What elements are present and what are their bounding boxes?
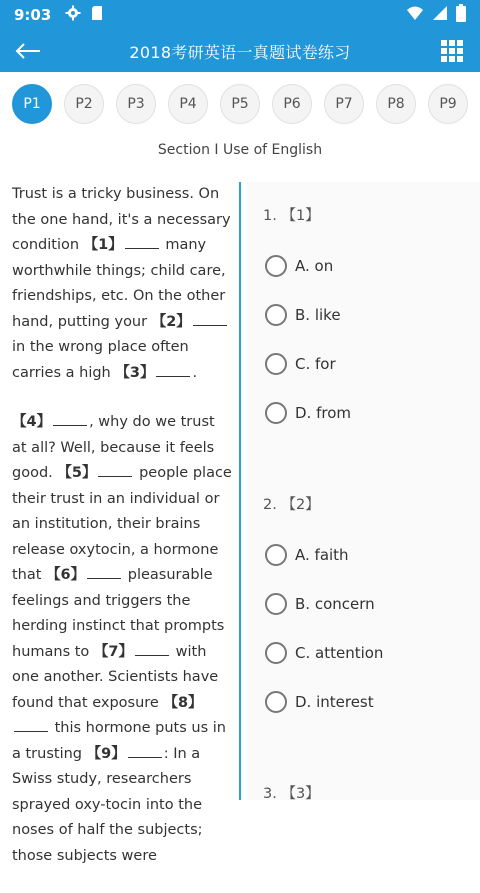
- page-tab-p2[interactable]: P2: [64, 84, 104, 124]
- grid-icon: [441, 40, 463, 62]
- option-label: C. attention: [295, 644, 384, 662]
- page-tab-p7[interactable]: P7: [324, 84, 364, 124]
- option-2a[interactable]: [265, 540, 349, 570]
- blank-line: [135, 642, 169, 656]
- page-tabs: [0, 72, 480, 136]
- passage-text: with one another. Scientists have found that exposure: [12, 643, 219, 711]
- wifi-icon: [406, 5, 424, 25]
- question-header: [263, 782, 320, 803]
- passage-text: in the wrong place often carries a high: [12, 339, 189, 381]
- question-number: 2.: [263, 497, 277, 513]
- radio-button[interactable]: [265, 593, 287, 615]
- blank-line: [87, 565, 121, 579]
- question-header: [263, 493, 320, 514]
- status-bar: [0, 0, 480, 30]
- question-tag: 【1】: [281, 208, 320, 224]
- radio-button[interactable]: [265, 353, 287, 375]
- question-tag: 【3】: [281, 786, 320, 802]
- option-1a[interactable]: [265, 251, 333, 281]
- question-number: 1.: [263, 208, 277, 224]
- sd-card-icon: [91, 5, 103, 25]
- option-label: A. faith: [295, 546, 349, 564]
- app-bar: [0, 30, 480, 72]
- blank-marker-9[interactable]: 【9】: [86, 745, 126, 762]
- blank-marker-7[interactable]: 【7】: [93, 643, 134, 660]
- passage-paragraph: [12, 182, 232, 386]
- radio-button[interactable]: [265, 691, 287, 713]
- radio-button[interactable]: [265, 304, 287, 326]
- section-title: Section I Use of English: [157, 142, 323, 158]
- passage-text: : In a Swiss study, researchers sprayed oxy-tocin into the noses of half the subjects; those subjects were: [12, 745, 203, 864]
- passage-paragraph: [12, 410, 232, 869]
- option-2b[interactable]: [265, 589, 375, 619]
- page-tab-p4[interactable]: P4: [168, 84, 208, 124]
- passage-text: , why do we trust at all? Well, because it feels good.: [12, 414, 215, 481]
- split-divider[interactable]: [239, 182, 241, 800]
- battery-icon: [456, 4, 466, 26]
- question-number: 3.: [263, 786, 277, 802]
- passage-text: Trust is a tricky business. On the one hand, it's a necessary condition: [12, 186, 231, 253]
- option-label: C. for: [295, 355, 336, 373]
- blank-line: [125, 235, 159, 249]
- signal-icon: [432, 5, 448, 25]
- option-label: B. concern: [295, 595, 375, 613]
- option-label: D. interest: [295, 693, 374, 711]
- status-time: 9:03: [14, 6, 52, 24]
- passage-text: this hormone puts us in a trusting: [12, 720, 226, 762]
- blank-line: [98, 463, 132, 477]
- page-tab-p5[interactable]: P5: [220, 84, 260, 124]
- arrow-left-icon: [15, 43, 41, 59]
- blank-marker-6[interactable]: 【6】: [46, 567, 86, 583]
- option-1d[interactable]: [265, 398, 351, 428]
- passage-text: pleasurable feelings and triggers the herding instinct that prompts humans to: [12, 567, 225, 660]
- option-2c[interactable]: [265, 638, 383, 668]
- page-title: 2018考研英语一真题试卷练习: [129, 42, 351, 62]
- blank-marker-5[interactable]: 【5】: [57, 465, 97, 481]
- blank-marker-2[interactable]: 【2】: [151, 313, 191, 330]
- radio-button[interactable]: [265, 642, 287, 664]
- option-2d[interactable]: [265, 687, 374, 717]
- question-tag: 【2】: [281, 497, 320, 513]
- blank-marker-8[interactable]: 【8】: [163, 694, 203, 711]
- option-label: A. on: [295, 257, 334, 275]
- blank-line: [193, 312, 227, 326]
- page-tab-p8[interactable]: P8: [376, 84, 416, 124]
- passage: [12, 182, 232, 893]
- gear-icon: [65, 5, 81, 25]
- blank-line: [156, 363, 190, 377]
- radio-button[interactable]: [265, 544, 287, 566]
- page-tab-p1[interactable]: P1: [12, 84, 52, 124]
- option-1b[interactable]: [265, 300, 341, 330]
- passage-text: people place their trust in an individual or an institution, their brains release oxytocin, a hormone that: [12, 465, 232, 583]
- grid-menu-button[interactable]: [424, 30, 480, 72]
- blank-line: [53, 412, 87, 426]
- option-1c[interactable]: [265, 349, 336, 379]
- blank-marker-3[interactable]: 【3】: [115, 364, 155, 381]
- page-tab-p6[interactable]: P6: [272, 84, 312, 124]
- blank-line: [128, 744, 162, 758]
- blank-marker-4[interactable]: 【4】: [12, 414, 52, 430]
- radio-button[interactable]: [265, 255, 287, 277]
- page-tab-p9[interactable]: P9: [428, 84, 468, 124]
- option-label: B. like: [295, 306, 341, 324]
- blank-marker-1[interactable]: 【1】: [83, 237, 123, 253]
- blank-line: [14, 718, 48, 732]
- option-label: D. from: [295, 404, 351, 422]
- passage-text: .: [192, 364, 198, 381]
- back-button[interactable]: [0, 30, 56, 72]
- page-tab-p3[interactable]: P3: [116, 84, 156, 124]
- question-header: [263, 204, 320, 225]
- passage-text: many worthwhile things; child care, friendships, etc. On the other hand, putting your: [12, 237, 226, 330]
- radio-button[interactable]: [265, 402, 287, 424]
- question-panel: [247, 182, 480, 800]
